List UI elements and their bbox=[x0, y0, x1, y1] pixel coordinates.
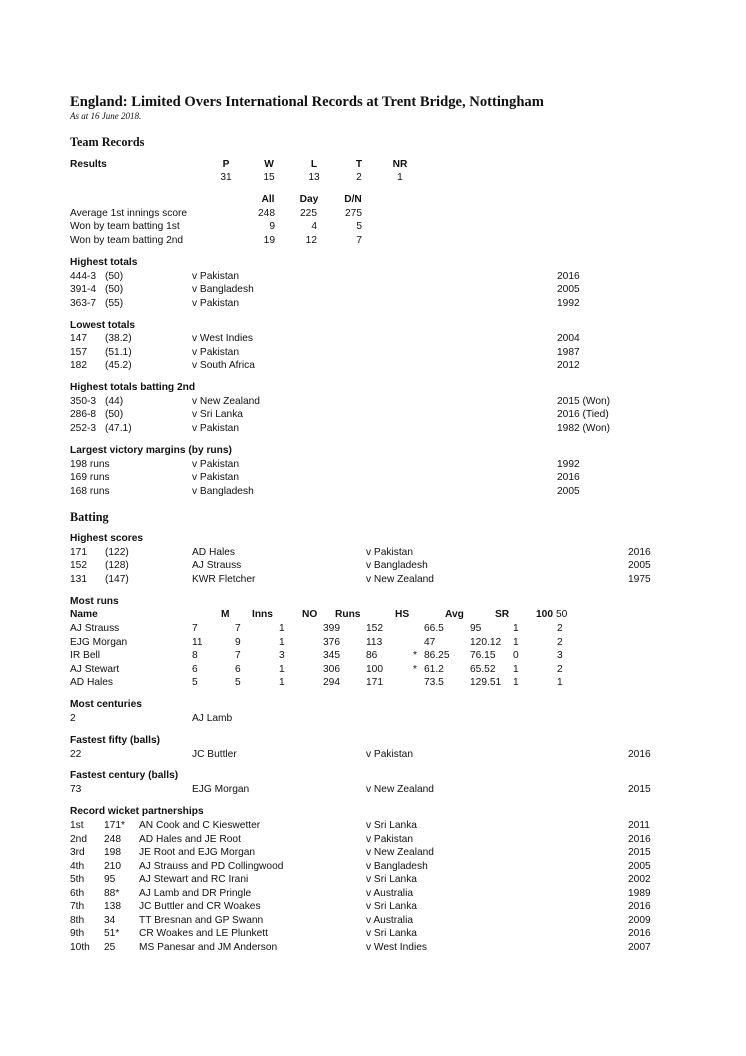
innings-row-all: 9 bbox=[269, 221, 275, 232]
most-runs-m: 7 bbox=[192, 623, 198, 634]
most-runs-inns: 7 bbox=[235, 623, 241, 634]
score-opponent: v Pakistan bbox=[366, 547, 413, 558]
most-runs-name: AJ Strauss bbox=[70, 623, 120, 634]
total-score: 444-3 bbox=[70, 271, 97, 282]
most-runs-sr: 65.52 bbox=[470, 664, 496, 675]
most-runs-name: EJG Morgan bbox=[70, 637, 128, 648]
victory-margin: 168 runs bbox=[70, 486, 110, 497]
victory-year: 2005 bbox=[557, 486, 580, 497]
partnership-runs: 171* bbox=[104, 820, 125, 831]
partnership-runs: 138 bbox=[104, 901, 121, 912]
most-runs-name: AJ Stewart bbox=[70, 664, 120, 675]
most-runs-header-100: 100 bbox=[536, 609, 553, 620]
partnership-opponent: v Sri Lanka bbox=[366, 928, 417, 939]
partnership-year: 2002 bbox=[628, 874, 651, 885]
partnership-pair: JE Root and EJG Morgan bbox=[139, 847, 256, 858]
total-score: 157 bbox=[70, 347, 87, 358]
partnership-pair: AJ Lamb and DR Pringle bbox=[139, 888, 252, 899]
most-centuries-heading: Most centuries bbox=[70, 699, 142, 710]
most-runs-inns: 7 bbox=[235, 650, 241, 661]
victory-opponent: v Bangladesh bbox=[192, 486, 254, 497]
highest-scores-heading: Highest scores bbox=[70, 533, 144, 544]
partnership-opponent: v Sri Lanka bbox=[366, 874, 417, 885]
total-score: 147 bbox=[70, 333, 87, 344]
total-year: 2016 bbox=[557, 271, 580, 282]
score-player: KWR Fletcher bbox=[192, 574, 256, 585]
most-runs-runs: 399 bbox=[323, 623, 340, 634]
most-runs-inns: 5 bbox=[235, 677, 241, 688]
most-runs-avg: 47 bbox=[424, 637, 436, 648]
results-header-w: W bbox=[264, 159, 274, 170]
innings-row-label: Won by team batting 1st bbox=[70, 221, 180, 232]
most-runs-m: 11 bbox=[192, 637, 203, 648]
fifty-opponent: v Pakistan bbox=[366, 749, 413, 760]
partnership-pair: AJ Stewart and RC Irani bbox=[139, 874, 249, 885]
total-score: 350-3 bbox=[70, 396, 97, 407]
most-runs-sr: 129.51 bbox=[470, 677, 502, 688]
most-runs-not-out-marker: * bbox=[413, 664, 417, 675]
victory-year: 1992 bbox=[557, 459, 580, 470]
score-balls: (147) bbox=[105, 574, 129, 585]
most-runs-name: IR Bell bbox=[70, 650, 101, 661]
most-runs-header-hs: HS bbox=[395, 609, 410, 620]
centuries-count: 2 bbox=[70, 713, 76, 724]
innings-header-day: Day bbox=[299, 194, 319, 205]
fifty-year: 2016 bbox=[628, 749, 651, 760]
most-runs-sr: 76.15 bbox=[470, 650, 496, 661]
most-runs-hs: 86 bbox=[366, 650, 378, 661]
most-runs-no: 1 bbox=[279, 664, 285, 675]
total-overs: (55) bbox=[105, 298, 124, 309]
total-overs: (50) bbox=[105, 271, 124, 282]
total-score: 391-4 bbox=[70, 284, 97, 295]
most-runs-header-avg: Avg bbox=[445, 609, 464, 620]
fastest-fifty-heading: Fastest fifty (balls) bbox=[70, 735, 161, 746]
total-opponent: v Pakistan bbox=[192, 298, 239, 309]
centuries-player: AJ Lamb bbox=[192, 713, 233, 724]
most-runs-sr: 95 bbox=[470, 623, 482, 634]
partnership-wicket: 10th bbox=[70, 942, 90, 953]
results-value-nr: 1 bbox=[397, 172, 403, 183]
total-year: 1987 bbox=[557, 347, 580, 358]
team-records-heading: Team Records bbox=[70, 135, 145, 149]
total-opponent: v Pakistan bbox=[192, 271, 239, 282]
total-overs: (50) bbox=[105, 284, 124, 295]
highest-2nd-heading: Highest totals batting 2nd bbox=[70, 382, 196, 393]
results-value-t: 2 bbox=[356, 172, 362, 183]
partnership-opponent: v Australia bbox=[366, 888, 413, 899]
most-runs-runs: 306 bbox=[323, 664, 340, 675]
total-opponent: v Pakistan bbox=[192, 347, 239, 358]
innings-row-all: 19 bbox=[263, 235, 275, 246]
total-opponent: v New Zealand bbox=[192, 396, 260, 407]
total-opponent: v Pakistan bbox=[192, 423, 239, 434]
score-runs: 131 bbox=[70, 574, 87, 585]
partnership-runs: 51* bbox=[104, 928, 120, 939]
total-opponent: v South Africa bbox=[192, 360, 255, 371]
most-runs-no: 1 bbox=[279, 677, 285, 688]
most-runs-runs: 345 bbox=[323, 650, 340, 661]
total-overs: (50) bbox=[105, 409, 124, 420]
partnership-year: 2016 bbox=[628, 834, 651, 845]
most-runs-100: 1 bbox=[513, 664, 519, 675]
century-player: EJG Morgan bbox=[192, 784, 250, 795]
innings-header-dn: D/N bbox=[344, 194, 362, 205]
total-score: 252-3 bbox=[70, 423, 97, 434]
total-overs: (45.2) bbox=[105, 360, 132, 371]
century-balls: 73 bbox=[70, 784, 82, 795]
most-runs-50: 1 bbox=[557, 677, 563, 688]
most-runs-header-inns: Inns bbox=[252, 609, 273, 620]
score-player: AD Hales bbox=[192, 547, 236, 558]
most-runs-no: 1 bbox=[279, 623, 285, 634]
total-opponent: v Bangladesh bbox=[192, 284, 254, 295]
partnership-wicket: 5th bbox=[70, 874, 85, 885]
most-runs-inns: 9 bbox=[235, 637, 241, 648]
score-runs: 152 bbox=[70, 560, 87, 571]
partnership-wicket: 3rd bbox=[70, 847, 85, 858]
partnership-pair: AJ Strauss and PD Collingwood bbox=[139, 861, 284, 872]
most-runs-header-50: 50 bbox=[556, 609, 568, 620]
victory-year: 2016 bbox=[557, 472, 580, 483]
most-runs-heading: Most runs bbox=[70, 596, 119, 607]
total-year: 2004 bbox=[557, 333, 580, 344]
results-header-t: T bbox=[355, 159, 363, 170]
page-title: England: Limited Overs International Records at Trent Bridge, Nottingham bbox=[70, 94, 544, 110]
most-runs-avg: 61.2 bbox=[424, 664, 444, 675]
most-runs-header-runs: Runs bbox=[335, 609, 361, 620]
innings-row-day: 4 bbox=[311, 221, 317, 232]
score-balls: (128) bbox=[105, 560, 129, 571]
partnership-wicket: 2nd bbox=[70, 834, 87, 845]
innings-row-all: 248 bbox=[258, 208, 275, 219]
total-overs: (47.1) bbox=[105, 423, 132, 434]
partnership-opponent: v New Zealand bbox=[366, 847, 434, 858]
as-at-date: As at 16 June 2018. bbox=[70, 111, 142, 121]
total-year: 1992 bbox=[557, 298, 580, 309]
most-runs-50: 3 bbox=[557, 650, 563, 661]
total-overs: (44) bbox=[105, 396, 124, 407]
partnership-runs: 198 bbox=[104, 847, 121, 858]
most-runs-header-name: Name bbox=[70, 609, 98, 620]
results-header-nr: NR bbox=[392, 159, 408, 170]
results-label: Results bbox=[70, 159, 107, 170]
most-runs-name: AD Hales bbox=[70, 677, 114, 688]
partnership-year: 2009 bbox=[628, 915, 651, 926]
partnership-year: 1989 bbox=[628, 888, 651, 899]
fifty-player: JC Buttler bbox=[192, 749, 237, 760]
partnership-pair: AN Cook and C Kieswetter bbox=[139, 820, 261, 831]
highest-totals-heading: Highest totals bbox=[70, 257, 138, 268]
partnership-runs: 25 bbox=[104, 942, 116, 953]
most-runs-50: 2 bbox=[557, 664, 563, 675]
partnership-runs: 34 bbox=[104, 915, 116, 926]
innings-row-dn: 275 bbox=[345, 208, 362, 219]
partnership-pair: MS Panesar and JM Anderson bbox=[139, 942, 278, 953]
partnership-runs: 248 bbox=[104, 834, 121, 845]
partnership-wicket: 9th bbox=[70, 928, 85, 939]
total-year: 2012 bbox=[557, 360, 580, 371]
most-runs-m: 6 bbox=[192, 664, 198, 675]
partnership-year: 2011 bbox=[628, 820, 650, 831]
most-runs-m: 8 bbox=[192, 650, 198, 661]
most-runs-not-out-marker: * bbox=[413, 650, 417, 661]
partnership-opponent: v Australia bbox=[366, 915, 413, 926]
fastest-century-heading: Fastest century (balls) bbox=[70, 770, 179, 781]
partnership-year: 2015 bbox=[628, 847, 651, 858]
most-runs-inns: 6 bbox=[235, 664, 241, 675]
total-score: 182 bbox=[70, 360, 87, 371]
victory-opponent: v Pakistan bbox=[192, 459, 239, 470]
partnership-year: 2007 bbox=[628, 942, 651, 953]
partnership-runs: 88* bbox=[104, 888, 120, 899]
century-year: 2015 bbox=[628, 784, 651, 795]
score-opponent: v New Zealand bbox=[366, 574, 434, 585]
most-runs-100: 1 bbox=[513, 637, 519, 648]
score-year: 2005 bbox=[628, 560, 651, 571]
most-runs-hs: 152 bbox=[366, 623, 383, 634]
total-year: 1982 (Won) bbox=[557, 423, 611, 434]
results-header-p: P bbox=[222, 159, 230, 170]
partnership-year: 2016 bbox=[628, 901, 651, 912]
most-runs-hs: 113 bbox=[366, 637, 383, 648]
partnership-pair: TT Bresnan and GP Swann bbox=[139, 915, 264, 926]
most-runs-header-sr: SR bbox=[495, 609, 510, 620]
total-overs: (51.1) bbox=[105, 347, 132, 358]
results-value-l: 13 bbox=[308, 172, 320, 183]
victory-margin: 198 runs bbox=[70, 459, 110, 470]
score-year: 1975 bbox=[628, 574, 651, 585]
innings-row-day: 12 bbox=[305, 235, 317, 246]
most-runs-runs: 376 bbox=[323, 637, 340, 648]
most-runs-avg: 86.25 bbox=[424, 650, 450, 661]
total-year: 2005 bbox=[557, 284, 580, 295]
partnership-opponent: v Pakistan bbox=[366, 834, 413, 845]
victory-margin: 169 runs bbox=[70, 472, 110, 483]
total-opponent: v Sri Lanka bbox=[192, 409, 243, 420]
most-runs-header-m: M bbox=[221, 609, 230, 620]
partnership-pair: JC Buttler and CR Woakes bbox=[139, 901, 261, 912]
innings-row-dn: 7 bbox=[356, 235, 362, 246]
partnership-wicket: 8th bbox=[70, 915, 85, 926]
most-runs-avg: 73.5 bbox=[424, 677, 444, 688]
results-value-p: 31 bbox=[220, 172, 232, 183]
most-runs-100: 0 bbox=[513, 650, 519, 661]
most-runs-no: 1 bbox=[279, 637, 285, 648]
partnership-wicket: 6th bbox=[70, 888, 85, 899]
most-runs-hs: 171 bbox=[366, 677, 383, 688]
most-runs-runs: 294 bbox=[323, 677, 340, 688]
score-runs: 171 bbox=[70, 547, 87, 558]
partnership-opponent: v Sri Lanka bbox=[366, 820, 417, 831]
partnership-pair: CR Woakes and LE Plunkett bbox=[139, 928, 268, 939]
innings-row-label: Won by team batting 2nd bbox=[70, 235, 184, 246]
score-balls: (122) bbox=[105, 547, 129, 558]
innings-header-all: All bbox=[261, 194, 275, 205]
total-year: 2015 (Won) bbox=[557, 396, 611, 407]
total-score: 286-8 bbox=[70, 409, 97, 420]
most-runs-sr: 120.12 bbox=[470, 637, 502, 648]
innings-row-dn: 5 bbox=[356, 221, 362, 232]
results-header-l: L bbox=[310, 159, 318, 170]
partnerships-heading: Record wicket partnerships bbox=[70, 806, 204, 817]
total-overs: (38.2) bbox=[105, 333, 132, 344]
innings-row-day: 225 bbox=[300, 208, 317, 219]
most-runs-100: 1 bbox=[513, 677, 519, 688]
partnership-opponent: v West Indies bbox=[366, 942, 427, 953]
partnership-wicket: 1st bbox=[70, 820, 84, 831]
partnership-opponent: v Sri Lanka bbox=[366, 901, 417, 912]
total-opponent: v West Indies bbox=[192, 333, 253, 344]
results-value-w: 15 bbox=[263, 172, 275, 183]
score-opponent: v Bangladesh bbox=[366, 560, 428, 571]
victory-opponent: v Pakistan bbox=[192, 472, 239, 483]
partnership-wicket: 7th bbox=[70, 901, 85, 912]
partnership-year: 2005 bbox=[628, 861, 651, 872]
partnership-opponent: v Bangladesh bbox=[366, 861, 428, 872]
innings-row-label: Average 1st innings score bbox=[70, 208, 188, 219]
partnership-pair: AD Hales and JE Root bbox=[139, 834, 241, 845]
partnership-runs: 210 bbox=[104, 861, 121, 872]
largest-victory-heading: Largest victory margins (by runs) bbox=[70, 445, 232, 456]
partnership-year: 2016 bbox=[628, 928, 651, 939]
batting-heading: Batting bbox=[70, 510, 109, 524]
partnership-runs: 95 bbox=[104, 874, 116, 885]
most-runs-100: 1 bbox=[513, 623, 519, 634]
century-opponent: v New Zealand bbox=[366, 784, 434, 795]
fifty-balls: 22 bbox=[70, 749, 82, 760]
most-runs-hs: 100 bbox=[366, 664, 383, 675]
lowest-totals-heading: Lowest totals bbox=[70, 320, 136, 331]
total-year: 2016 (Tied) bbox=[557, 409, 609, 420]
most-runs-50: 2 bbox=[557, 623, 563, 634]
most-runs-no: 3 bbox=[279, 650, 285, 661]
most-runs-header-no: NO bbox=[302, 609, 318, 620]
most-runs-avg: 66.5 bbox=[424, 623, 444, 634]
most-runs-m: 5 bbox=[192, 677, 198, 688]
score-year: 2016 bbox=[628, 547, 651, 558]
score-player: AJ Strauss bbox=[192, 560, 242, 571]
partnership-wicket: 4th bbox=[70, 861, 85, 872]
most-runs-50: 2 bbox=[557, 637, 563, 648]
total-score: 363-7 bbox=[70, 298, 97, 309]
